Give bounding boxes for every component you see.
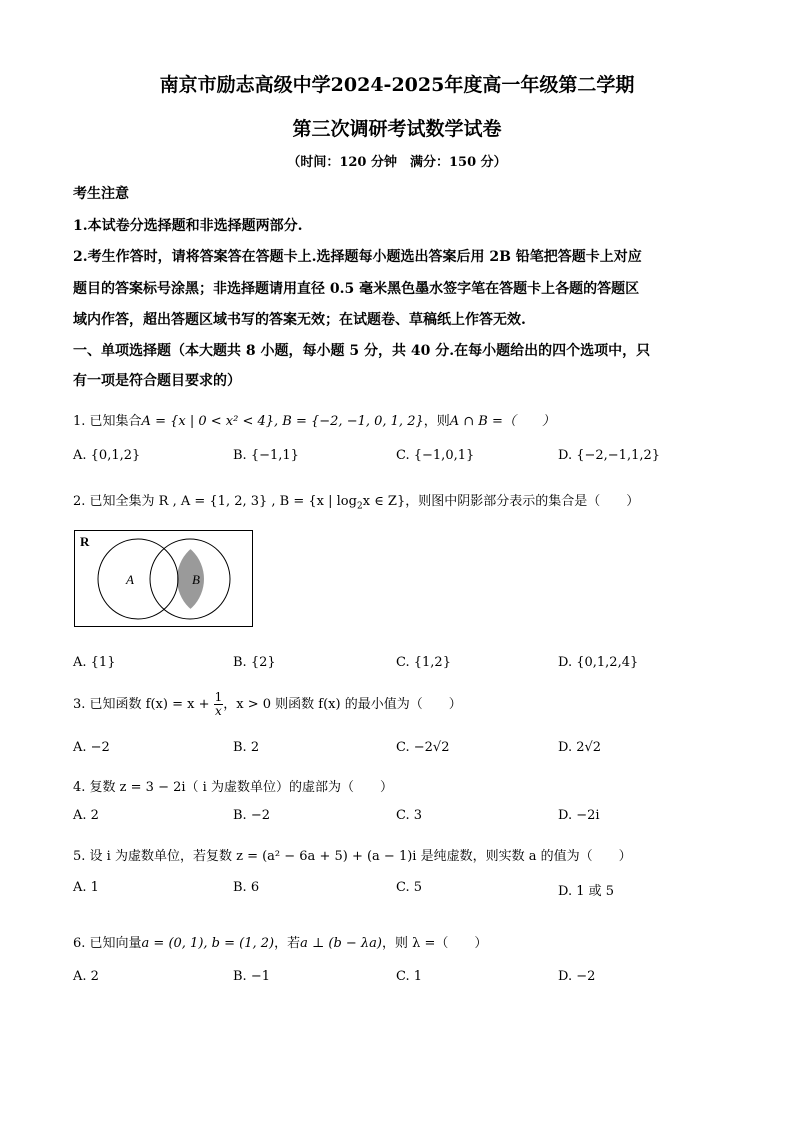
- venn-universe-label: R: [80, 534, 90, 549]
- question-4-option-d: D. −2i: [558, 808, 600, 823]
- question-5-option-c: C. 5: [396, 880, 423, 895]
- question-3-option-d: D. 2√2: [558, 740, 602, 755]
- question-1-stem: [73, 410, 555, 429]
- section-1-heading-line2: 有一项是符合题目要求的）: [73, 373, 241, 389]
- question-1-set-a: A = {x | 0 < x² < 4}: [141, 414, 275, 429]
- question-6-option-a: A. 2: [73, 969, 99, 984]
- question-5-option-d: D. 1 或 5: [558, 884, 615, 899]
- question-6-stem: [73, 932, 487, 951]
- question-4-option-a: A. 2: [73, 808, 99, 823]
- question-4-option-c: C. 3: [396, 808, 423, 823]
- question-3-stem-a: 3. 已知函数 f(x) = x +: [73, 697, 210, 712]
- venn-circle-a: [98, 539, 178, 619]
- notice-item-1: 1.本试卷分选择题和非选择题两部分.: [73, 218, 303, 234]
- question-5-option-a: A. 1: [73, 880, 99, 895]
- question-1-option-a: A. {0,1,2}: [73, 448, 141, 463]
- question-3-option-b: B. 2: [233, 740, 260, 755]
- exam-title-line2: 第三次调研考试数学试卷: [292, 118, 502, 140]
- question-5-stem: 5. 设 i 为虚数单位，若复数 z = (a² − 6a + 5) + (a − 1)i 是纯虚数，则实数 a 的值为（ ）: [73, 849, 632, 864]
- question-6-option-b: B. −1: [233, 969, 270, 984]
- question-6-option-d: D. −2: [558, 969, 596, 984]
- question-6-vectors: a = (0, 1), b = (1, 2): [141, 936, 275, 951]
- notice-heading: 考生注意: [73, 186, 129, 202]
- question-3-option-a: A. −2: [73, 740, 110, 755]
- question-2-option-d: D. {0,1,2,4}: [558, 655, 639, 670]
- notice-item-2-line2: 题目的答案标号涂黑；非选择题请用直径 0.5 毫米黑色墨水签字笔在答题卡上各题的答题区: [73, 281, 640, 297]
- question-2-stem: [73, 490, 639, 512]
- question-3-stem: [73, 690, 462, 720]
- venn-label-b: B: [192, 572, 200, 587]
- exam-title-line1: 南京市励志高级中学2024-2025年度高一年级第二学期: [159, 74, 635, 96]
- question-1-expression: A ∩ B =（ ）: [449, 414, 555, 429]
- question-6-stem-e: ，则 λ =（ ）: [381, 936, 488, 951]
- question-6-stem-c: ，若: [274, 936, 301, 951]
- notice-item-2-line3: 域内作答，超出答题区域书写的答案无效；在试题卷、草稿纸上作答无效.: [73, 312, 526, 328]
- question-2-option-a: A. {1}: [73, 655, 116, 670]
- question-4-option-b: B. −2: [233, 808, 270, 823]
- question-1-suffix: ，则: [423, 414, 450, 429]
- question-3-fraction-numerator: 1: [214, 690, 223, 704]
- question-2-option-b: B. {2}: [233, 655, 276, 670]
- question-6-stem-a: 6. 已知向量: [73, 936, 142, 951]
- venn-intersection-shaded: [177, 539, 254, 619]
- venn-diagram: [74, 530, 254, 628]
- question-3-stem-b: ，x > 0 则函数 f(x) 的最小值为（ ）: [223, 697, 462, 712]
- section-1-heading-line1: 一、单项选择题（本大题共 8 小题，每小题 5 分，共 40 分.在每小题给出的四个选项中，只: [73, 343, 651, 359]
- question-2-stem-b: x ∈ Z}: [362, 494, 406, 509]
- question-5-option-b: B. 6: [233, 880, 260, 895]
- question-1-option-b: B. {−1,1}: [233, 448, 299, 463]
- venn-label-a: A: [126, 572, 134, 587]
- question-3-option-c: C. −2√2: [396, 740, 450, 755]
- question-2-log-base: 2: [356, 501, 363, 512]
- question-3-fraction-denominator: x: [215, 704, 222, 718]
- question-1-set-b: , B = {−2, −1, 0, 1, 2}: [274, 414, 424, 429]
- question-2-option-c: C. {1,2}: [396, 655, 451, 670]
- question-2-stem-c: ，则图中阴影部分表示的集合是（ ）: [405, 494, 640, 509]
- question-2-stem-a: 2. 已知全集为 R , A = {1, 2, 3} , B = {x | log: [73, 494, 357, 509]
- exam-subtitle: （时间：120 分钟 满分：150 分）: [287, 155, 507, 170]
- venn-universe-box: [75, 531, 253, 627]
- question-1-option-c: C. {−1,0,1}: [396, 448, 475, 463]
- notice-item-2-line1: 2.考生作答时，请将答案答在答题卡上.选择题每小题选出答案后用 2B 铅笔把答题卡上对应: [73, 249, 642, 265]
- question-1-option-d: D. {−2,−1,1,2}: [558, 448, 661, 463]
- question-3-fraction: [214, 691, 224, 718]
- question-6-option-c: C. 1: [396, 969, 423, 984]
- question-4-stem: 4. 复数 z = 3 − 2i（ i 为虚数单位）的虚部为（ ）: [73, 780, 393, 795]
- question-1-prefix: 1. 已知集合: [73, 414, 142, 429]
- question-6-condition: a ⊥ (b − λa): [300, 936, 382, 951]
